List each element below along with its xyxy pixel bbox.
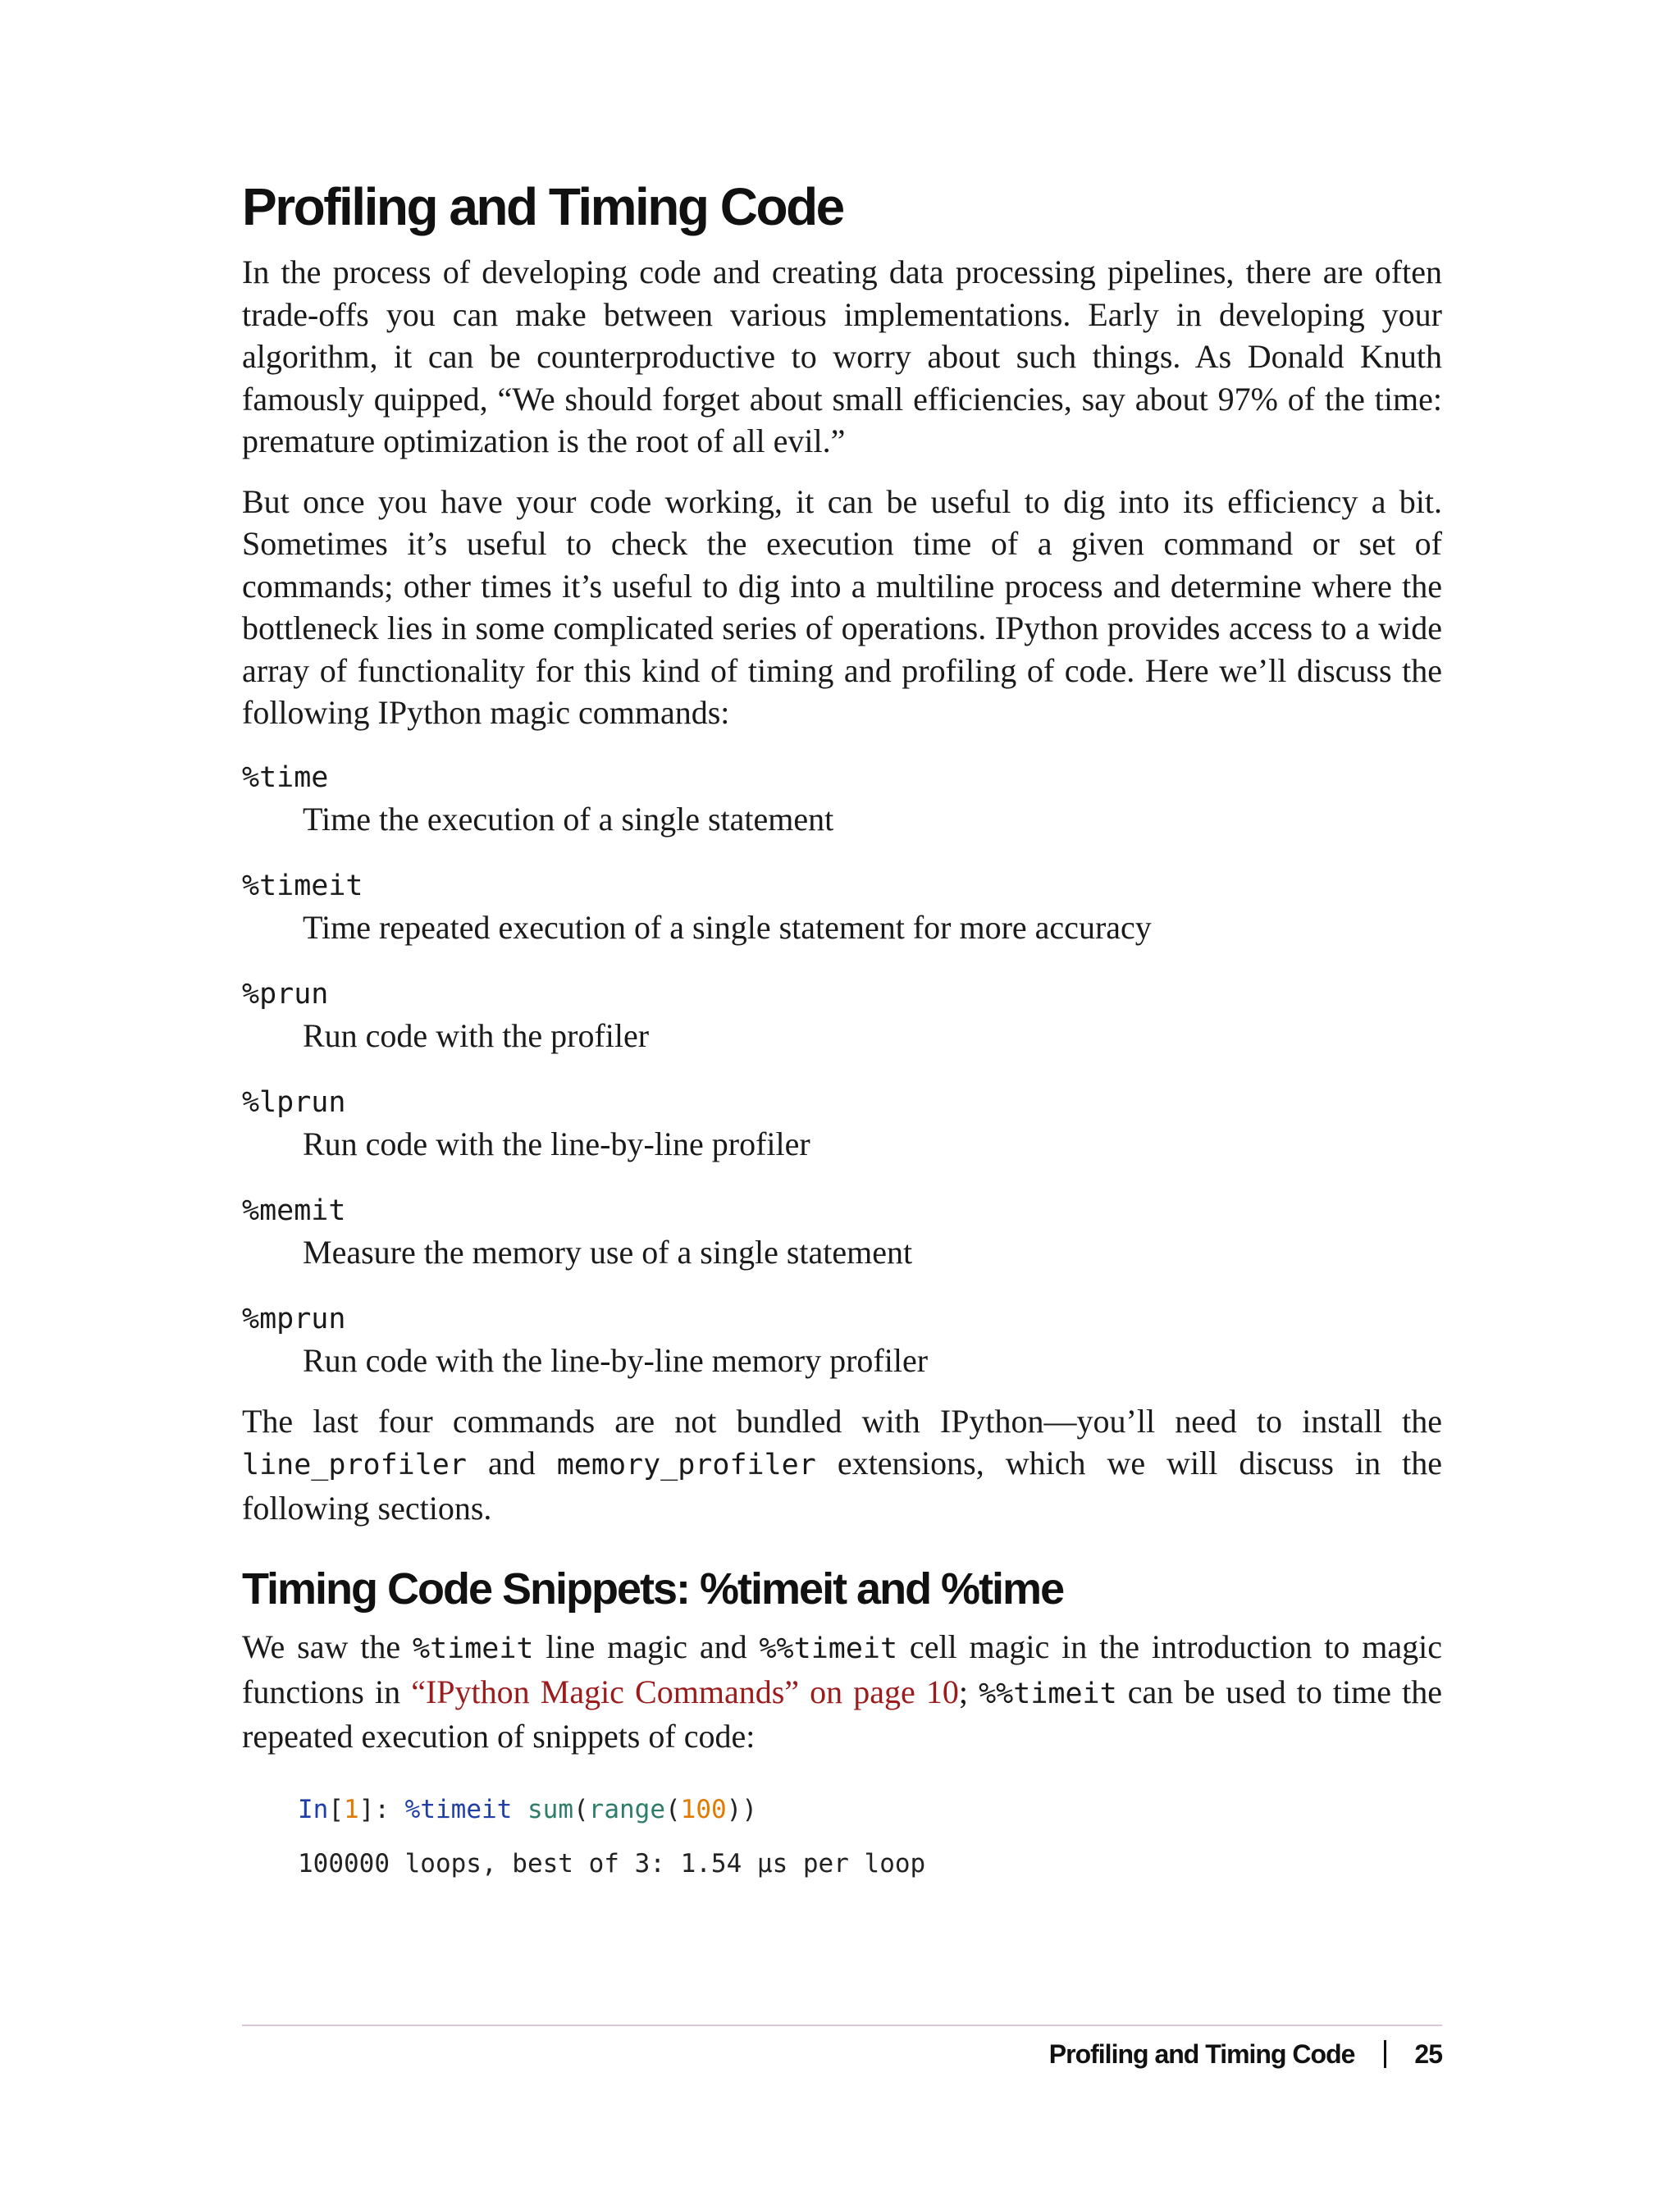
text-run: line magic and xyxy=(533,1628,760,1665)
running-head: Profiling and Timing Code xyxy=(1048,2039,1355,2069)
command-description: Run code with the profiler xyxy=(303,1016,650,1054)
command-description: Time the execution of a single statement xyxy=(303,800,834,838)
command-description: Measure the memory use of a single statement xyxy=(303,1233,913,1271)
command-term: %mprun xyxy=(242,1302,346,1335)
inline-code: %%timeit xyxy=(979,1677,1117,1710)
paren: ( xyxy=(573,1794,589,1824)
subsection-title: Timing Code Snippets: %timeit and %time xyxy=(242,1564,1064,1614)
paragraph-intro: In the process of developing code and creating data processing pipelines, there are often trade-offs you can make between various implementations. Early in developing your algorithm, it can be counterproductive to worry about such things. As Donald Knuth famously quipped, “We should forget about small efficiencies, say about 97% of the time: premature optimization is the root of all evil.” xyxy=(242,253,1442,459)
command-term: %timeit xyxy=(242,869,363,902)
prompt-bracket: ]: xyxy=(358,1794,405,1824)
number-literal: 100 xyxy=(680,1794,727,1824)
paren: ( xyxy=(665,1794,681,1824)
command-description: Run code with the line-by-line memory profiler xyxy=(303,1341,929,1379)
code-input-line xyxy=(298,1783,1442,1837)
paragraph-efficiency: But once you have your code working, it can be useful to dig into its efficiency a bit. Sometimes it’s useful to check the execution time of a given command or set of commands; other times it’s useful to dig into a multiline process and determine where the bottleneck lies in some complicated series of operations. IPython provides access to a wide array of functionality for this kind of timing and profiling of code. Here we’ll discuss the following IPython magic commands: xyxy=(242,482,1442,731)
command-term: %time xyxy=(242,760,329,794)
footer-rule xyxy=(242,2025,1442,2026)
code-example xyxy=(298,1783,1442,1891)
command-term: %prun xyxy=(242,977,329,1011)
inline-code: %%timeit xyxy=(759,1632,898,1665)
text-run: The last four commands are not bundled with IPython—you’ll need to install the xyxy=(242,1402,1442,1440)
paren: )) xyxy=(726,1794,757,1824)
cross-reference-link[interactable]: “IPython Magic Commands” on page 10 xyxy=(411,1673,959,1710)
magic-keyword: %timeit xyxy=(404,1794,513,1824)
command-term: %lprun xyxy=(242,1085,346,1119)
inline-code: %timeit xyxy=(413,1632,534,1665)
text-run: We saw the xyxy=(242,1628,413,1665)
inline-code: memory_profiler xyxy=(556,1449,816,1481)
section-title: Profiling and Timing Code xyxy=(242,177,843,236)
text-run: can be used to time the repeated execution of snippets of code: xyxy=(242,1673,1443,1755)
builtin-sum: sum xyxy=(527,1794,573,1824)
text-run: extensions, which we will discuss in the following sections. xyxy=(242,1445,1442,1527)
inline-code: line_profiler xyxy=(242,1449,467,1481)
command-description: Time repeated execution of a single statement for more accuracy xyxy=(303,908,1152,946)
builtin-range: range xyxy=(588,1794,665,1824)
paragraph-extensions xyxy=(242,1400,1442,1530)
footer-separator xyxy=(1384,2040,1386,2068)
command-term: %memit xyxy=(242,1194,346,1227)
command-description: Run code with the line-by-line profiler xyxy=(303,1125,810,1162)
text-run: cell magic in the introduction to magic functions in xyxy=(242,1628,1442,1710)
prompt-number: 1 xyxy=(344,1794,359,1824)
prompt-in: In xyxy=(298,1794,329,1824)
text-run: and xyxy=(466,1445,557,1481)
text-run: ; xyxy=(958,1673,979,1710)
magic-command-list xyxy=(242,757,1442,1382)
page-number: 25 xyxy=(1414,2039,1442,2069)
code-output-line: 100000 loops, best of 3: 1.54 µs per loop xyxy=(298,1848,926,1879)
code-space xyxy=(512,1795,527,1824)
paragraph-timeit xyxy=(242,1626,1442,1758)
page-content xyxy=(242,171,1442,1891)
prompt-bracket: [ xyxy=(328,1794,344,1824)
page-footer xyxy=(1049,2036,1442,2072)
